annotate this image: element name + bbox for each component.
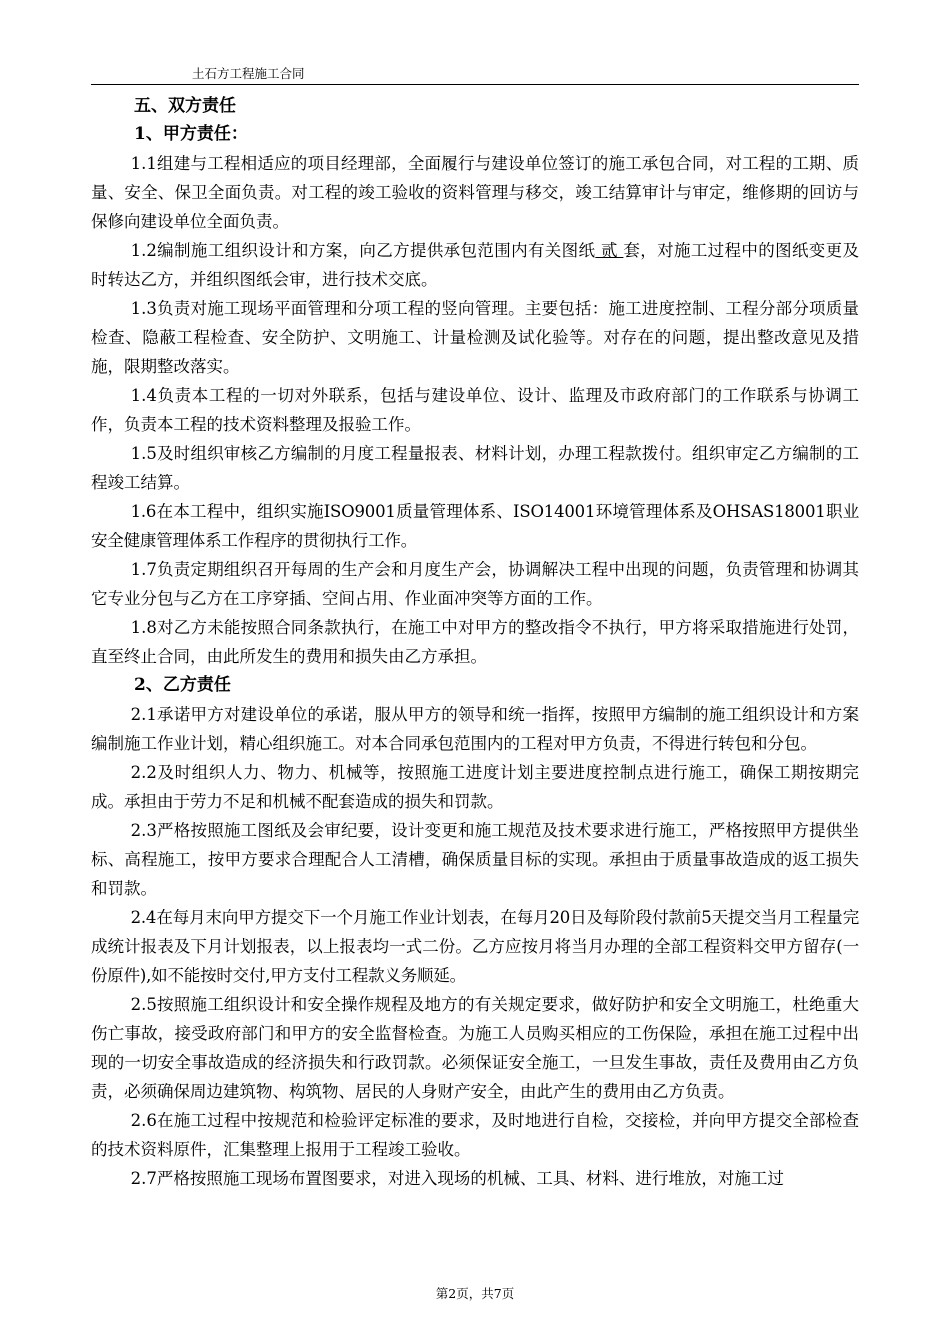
paragraph: 1.5及时组织审核乙方编制的月度工程量报表、材料计划，办理工程款拨付。组织审定乙方编制的工程竣工结算。 bbox=[91, 444, 859, 492]
paragraph: 2.2及时组织人力、物力、机械等，按照施工进度计划主要进度控制点进行施工，确保工期按期完成。承担由于劳力不足和机械不配套造成的损失和罚款。 bbox=[91, 763, 859, 811]
party-b-heading: 2、乙方责任 bbox=[134, 675, 231, 695]
paragraph: 2.5按照施工组织设计和安全操作规程及地方的有关规定要求，做好防护和安全文明施工，杜绝重大伤亡事故，接受政府部门和甲方的安全监督检查。为施工人员购买相应的工伤保险，承担在施工过程中出现的一切安全事故造成的经济损失和行政罚款。必须保证安全施工，一旦发生事故，责任及费用由乙方负责，必须确保周边建筑物、构筑物、居民的人身财产安全，由此产生的费用由乙方负责。 bbox=[91, 995, 859, 1101]
paragraph: 2.4在每月末向甲方提交下一个月施工作业计划表，在每月20日及每阶段付款前5天提交当月工程量完成统计报表及下月计划报表，以上报表均一式二份。乙方应按月将当月办理的全部工程资料交甲方留存(一份原件),如不能按时交付,甲方支付工程款义务顺延。 bbox=[91, 908, 859, 985]
section-title: 五、双方责任 bbox=[134, 96, 236, 116]
paragraph: 1.6在本工程中，组织实施ISO9001质量管理体系、ISO14001环境管理体系及OHSAS18001职业安全健康管理体系工作程序的贯彻执行工作。 bbox=[91, 502, 859, 550]
paragraph: 1.3负责对施工现场平面管理和分项工程的竖向管理。主要包括：施工进度控制、工程分部分项质量检查、隐蔽工程检查、安全防护、文明施工、计量检测及试化验等。对存在的问题，提出整改意见及措施，限期整改落实。 bbox=[91, 299, 859, 376]
paragraph bbox=[91, 236, 859, 294]
paragraph: 1.8对乙方未能按照合同条款执行，在施工中对甲方的整改指令不执行，甲方将采取措施进行处罚，直至终止合同，由此所发生的费用和损失由乙方承担。 bbox=[91, 618, 859, 666]
party-a-heading: 1、甲方责任： bbox=[134, 124, 248, 144]
paragraph: 1.7负责定期组织召开每周的生产会和月度生产会，协调解决工程中出现的问题，负责管理和协调其它专业分包与乙方在工序穿插、空间占用、作业面冲突等方面的工作。 bbox=[91, 560, 859, 608]
page-number: 第2页，共7页 bbox=[435, 1286, 515, 1301]
fill-in-blank: 贰 bbox=[595, 241, 624, 260]
paragraph: 2.6在施工过程中按规范和检验评定标准的要求，及时地进行自检，交接检，并向甲方提交全部检查的技术资料原件，汇集整理上报用于工程竣工验收。 bbox=[91, 1111, 859, 1159]
paragraph-text: 套，对施工过程中的图纸变更及时转达乙方，并组织图纸会审，进行技术交底。 bbox=[91, 241, 860, 289]
page-header bbox=[91, 66, 859, 85]
paragraph: 1.4负责本工程的一切对外联系，包括与建设单位、设计、监理及市政府部门的工作联系与协调工作，负责本工程的技术资料整理及报验工作。 bbox=[91, 386, 859, 434]
document-body bbox=[91, 92, 859, 1193]
paragraph: 2.1承诺甲方对建设单位的承诺，服从甲方的领导和统一指挥，按照甲方编制的施工组织设计和方案编制施工作业计划，精心组织施工。对本合同承包范围内的工程对甲方负责，不得进行转包和分包。 bbox=[91, 705, 859, 753]
paragraph: 1.1组建与工程相适应的项目经理部，全面履行与建设单位签订的施工承包合同，对工程的工期、质量、安全、保卫全面负责。对工程的竣工验收的资料管理与移交，竣工结算审计与审定，维修期的回访与保修向建设单位全面负责。 bbox=[91, 154, 859, 231]
paragraph: 2.3严格按照施工图纸及会审纪要，设计变更和施工规范及技术要求进行施工，严格按照甲方提供坐标、高程施工，按甲方要求合理配合人工清槽，确保质量目标的实现。承担由于质量事故造成的返工损失和罚款。 bbox=[91, 821, 859, 898]
header-title: 土石方工程施工合同 bbox=[192, 66, 305, 81]
paragraph-text: 1.2编制施工组织设计和方案，向乙方提供承包范围内有关图纸 bbox=[130, 241, 596, 260]
paragraph: 2.7严格按照施工现场布置图要求，对进入现场的机械、工具、材料、进行堆放，对施工过 bbox=[130, 1169, 784, 1188]
